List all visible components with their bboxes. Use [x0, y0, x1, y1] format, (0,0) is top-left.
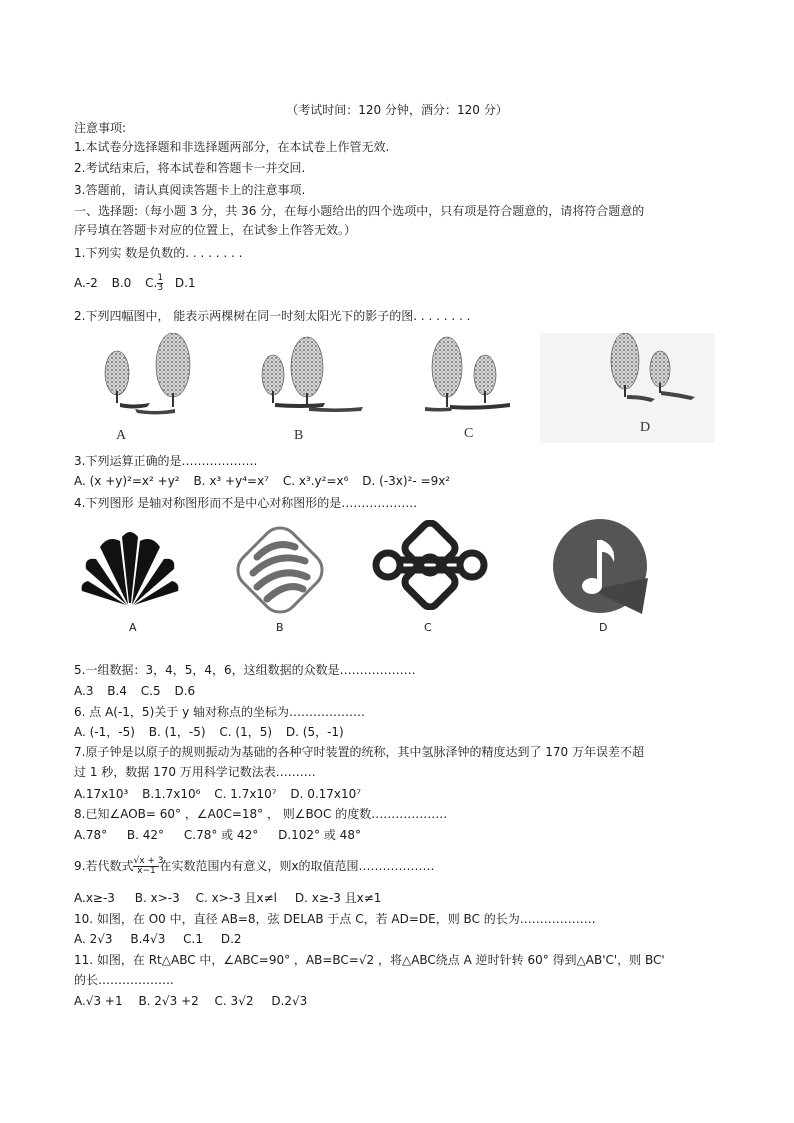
q3-option-a[interactable]: A. (x +y)²=x² +y² — [74, 474, 180, 488]
q1-stem: 1.下列实 数是负数的. . . . . . . . — [74, 246, 243, 260]
q8-options — [74, 827, 371, 843]
section-heading-cont: 序号填在答题卡对应的位置上，在试参上作答无效。） — [74, 223, 357, 237]
q9-option-d[interactable]: D. x≥-3 且x≠1 — [294, 891, 382, 905]
notice-item: 1.本试卷分选择题和非选择题两部分，在本试卷上作管无效. — [74, 140, 390, 154]
q7-stem-cont: 过 1 秒，数据 170 万用科学记数法表………. — [74, 765, 316, 779]
q9-option-a[interactable]: A.x≥-3 — [74, 891, 115, 905]
q10-option-d[interactable]: D.2 — [220, 932, 242, 946]
figure-c[interactable] — [425, 337, 510, 412]
fraction: $\frac{1}{3}$ — [157, 273, 164, 293]
q10-option-c[interactable]: C.1 — [183, 932, 203, 946]
q6-option-b[interactable]: B. (1，-5) — [148, 725, 206, 739]
q4-label-c: C — [424, 621, 432, 634]
q9-options — [74, 890, 391, 906]
q9-option-c[interactable]: C. x>-3 且x≠l — [195, 891, 278, 905]
fraction: $\frac{√x + 3}{x-1}$ — [133, 856, 164, 876]
q10-options — [74, 931, 252, 947]
q4-label-b: B — [276, 621, 284, 634]
q2-stem: 2.下列四幅图中， 能表示两棵树在同一时刻太阳光下的影子的图. . . . . . . . — [74, 309, 471, 323]
q10-option-a[interactable]: A. 2√3 — [74, 932, 113, 946]
q6-option-c[interactable]: C. (1，5) — [219, 725, 273, 739]
q11-options — [74, 993, 317, 1009]
q1-option-b[interactable]: B.0 — [111, 276, 132, 290]
section-heading: 一、选择题:（每小题 3 分，共 36 分，在每小题给出的四个选项中，只有项是符合题意的，请将符合题意的 — [74, 204, 645, 218]
q1-option-a[interactable]: A.-2 — [74, 276, 98, 290]
q7-stem: 7.原子钟是以原子的规则振动为基础的各种守时装置的统称，其中氢脉泽钟的精度达到了 170 万年误差不超 — [74, 745, 644, 759]
q11-option-a[interactable]: A.√3 +1 — [74, 994, 123, 1008]
q7-option-c[interactable]: C. 1.7x10⁷ — [214, 787, 277, 801]
china-mobile-logo-figure[interactable] — [235, 525, 325, 615]
q5-option-b[interactable]: B.4 — [107, 684, 127, 698]
q6-stem: 6. 点 A(-1，5)关于 y 轴对称点的坐标为………………. — [74, 705, 365, 719]
notice-title: 注意事项: — [74, 121, 127, 135]
q11-option-c[interactable]: C. 3√2 — [214, 994, 254, 1008]
q4-label-a: A — [129, 621, 137, 634]
q3-options — [74, 473, 460, 489]
q3-stem: 3.下列运算正确的是………………. — [74, 454, 258, 468]
q5-option-c[interactable]: C.5 — [140, 684, 161, 698]
q10-option-b[interactable]: B.4√3 — [130, 932, 166, 946]
china-unicom-knot-figure[interactable] — [370, 520, 490, 610]
q4-stem: 4.下列图形 是轴对称图形而不是中心对称图形的是………………. — [74, 496, 418, 510]
q7-option-a[interactable]: A.17x10³ — [74, 787, 129, 801]
q6-option-d[interactable]: D. (5，-1) — [285, 725, 344, 739]
q9-option-b[interactable]: B. x>-3 — [134, 891, 180, 905]
q3-option-c[interactable]: C. x³.y²=x⁶ — [282, 474, 349, 488]
q2-label-a: A — [116, 428, 127, 443]
notice-item: 2.考试结束后，将本试卷和答题卡一并交回. — [74, 161, 306, 175]
q7-options — [74, 786, 371, 802]
q5-stem: 5.一组数据：3，4，5，4，6，这组数据的众数是………………. — [74, 663, 416, 677]
tree-shadow-figures — [95, 333, 715, 443]
q9-stem: 9.若代数式 $\frac{√x + 3}{x-1}$ 在实数范围内有意义，则x的取值范围………………. — [74, 856, 435, 876]
q2-label-b: B — [294, 428, 304, 443]
q8-option-d[interactable]: D.102° 或 48° — [278, 828, 361, 842]
q1-option-c[interactable]: C. $\frac{1}{3}$ — [145, 273, 164, 293]
q8-stem: 8.已知∠AOB= 60° ，∠A0C=18° ， 则∠BOC 的度数………………. — [74, 807, 448, 821]
q4-label-d: D — [599, 621, 608, 634]
huawei-logo-figure[interactable] — [80, 527, 180, 607]
music-note-icon[interactable] — [552, 518, 648, 614]
q6-options — [74, 724, 354, 740]
exam-time-info: （考试时间：120 分钟，酒分：120 分） — [286, 103, 508, 117]
q2-label-c: C — [464, 426, 474, 441]
q11-stem: 11. 如图，在 Rt△ABC 中，∠ABC=90° ，AB=BC=√2 ，将△ABC绕点 A 逆时针转 60° 得到△AB'C'，则 BC' — [74, 953, 665, 967]
q7-option-b[interactable]: B.1.7x10⁶ — [142, 787, 201, 801]
q3-option-b[interactable]: B. x³ +y⁴=x⁷ — [193, 474, 269, 488]
q11-stem-cont: 的长………………. — [74, 973, 174, 987]
q5-options — [74, 683, 205, 699]
q1-option-d[interactable]: D.1 — [174, 276, 196, 290]
q8-option-a[interactable]: A.78° — [74, 828, 108, 842]
q8-option-b[interactable]: B. 42° — [126, 828, 165, 842]
q11-option-d[interactable]: D.2√3 — [271, 994, 308, 1008]
q1-options — [74, 274, 206, 293]
q7-option-d[interactable]: D. 0.17x10⁷ — [290, 787, 362, 801]
q6-option-a[interactable]: A. (-1，-5) — [74, 725, 135, 739]
notice-item: 3.答题前，请认真阅读答题卡上的注意事项. — [74, 183, 306, 197]
q10-stem: 10. 如图，在 O0 中，直径 AB=8，弦 DELAB 于点 C，若 AD=DE，则 BC 的长为………………. — [74, 912, 596, 926]
q5-option-d[interactable]: D.6 — [174, 684, 196, 698]
q2-label-d: D — [640, 420, 651, 435]
figure-a[interactable] — [105, 333, 190, 415]
figure-d[interactable] — [540, 333, 715, 443]
figure-b[interactable] — [262, 337, 363, 412]
q8-option-c[interactable]: C.78° 或 42° — [183, 828, 259, 842]
q11-option-b[interactable]: B. 2√3 +2 — [138, 994, 199, 1008]
q3-option-d[interactable]: D. (-3x)²- =9x² — [362, 474, 451, 488]
q5-option-a[interactable]: A.3 — [74, 684, 94, 698]
